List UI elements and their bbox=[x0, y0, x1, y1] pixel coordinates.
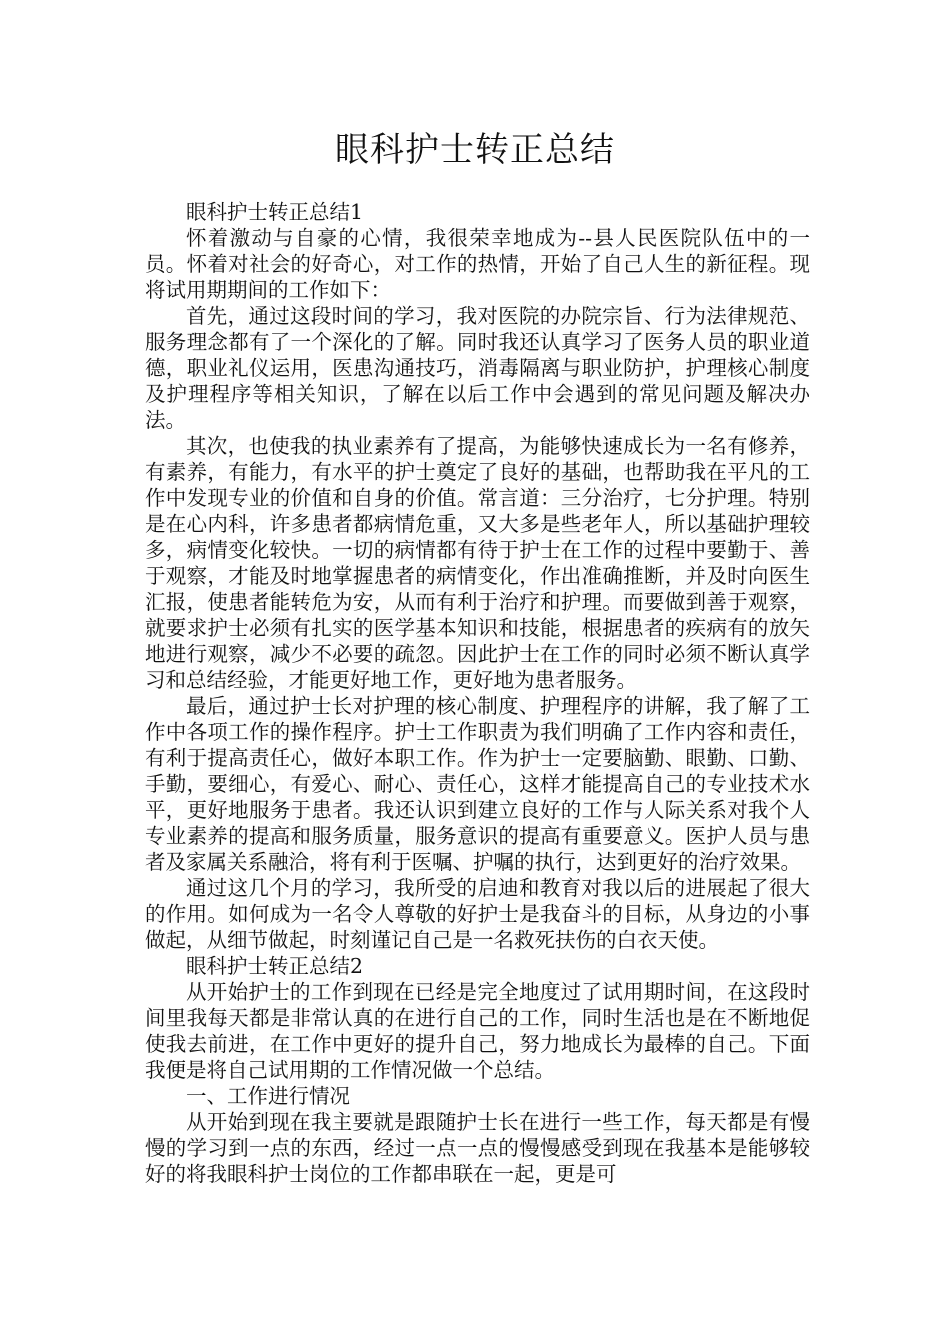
paragraph: 通过这几个月的学习，我所受的启迪和教育对我以后的进展起了很大的作用。如何成为一名令人尊敬的好护士是我奋斗的目标，从身边的小事做起，从细节做起，时刻谨记自己是一名救死扶伤的白衣天使。 bbox=[145, 876, 810, 952]
document-title: 眼科护士转正总结 bbox=[335, 130, 615, 170]
paragraph: 从开始到现在我主要就是跟随护士长在进行一些工作，每天都是有慢慢的学习到一点的东西，经过一点一点的慢慢感受到现在我基本是能够较好的将我眼科护士岗位的工作都串联在一起，更是可 bbox=[145, 1110, 810, 1186]
paragraph: 怀着激动与自豪的心情，我很荣幸地成为--县人民医院队伍中的一员。怀着对社会的好奇心，对工作的热情，开始了自己人生的新征程。现将试用期期间的工作如下： bbox=[145, 226, 810, 302]
section-heading: 眼科护士转正总结2 bbox=[186, 954, 364, 978]
paragraph: 首先，通过这段时间的学习，我对医院的办院宗旨、行为法律规范、服务理念都有了一个深化的了解。同时我还认真学习了医务人员的职业道德，职业礼仪运用，医患沟通技巧，消毒隔离与职业防护，护理核心制度及护理程序等相关知识，了解在以后工作中会遇到的常见问题及解决办法。 bbox=[145, 304, 810, 432]
document-body bbox=[145, 199, 810, 1187]
subsection-heading: 一、工作进行情况 bbox=[186, 1084, 350, 1108]
section-heading: 眼科护士转正总结1 bbox=[186, 200, 364, 224]
paragraph: 其次，也使我的执业素养有了提高，为能够快速成长为一名有修养，有素养，有能力，有水平的护士奠定了良好的基础，也帮助我在平凡的工作中发现专业的价值和自身的价值。常言道：三分治疗，七分护理。特别是在心内科，许多患者都病情危重，又大多是些老年人，所以基础护理较多，病情变化较快。一切的病情都有待于护士在工作的过程中要勤于、善于观察，才能及时地掌握患者的病情变化，作出准确推断，并及时向医生汇报，使患者能转危为安，从而有利于治疗和护理。而要做到善于观察，就要求护士必须有扎实的医学基本知识和技能，根据患者的疾病有的放矢地进行观察，减少不必要的疏忽。因此护士在工作的同时必须不断认真学习和总结经验，才能更好地工作，更好地为患者服务。 bbox=[145, 434, 810, 692]
paragraph: 最后，通过护士长对护理的核心制度、护理程序的讲解，我了解了工作中各项工作的操作程序。护士工作职责为我们明确了工作内容和责任，有利于提高责任心，做好本职工作。作为护士一定要脑勤、眼勤、口勤、手勤，要细心，有爱心、耐心、责任心，这样才能提高自己的专业技术水平，更好地服务于患者。我还认识到建立良好的工作与人际关系对我个人专业素养的提高和服务质量，服务意识的提高有重要意义。医护人员与患者及家属关系融洽，将有利于医嘱、护嘱的执行，达到更好的治疗效果。 bbox=[145, 694, 810, 874]
paragraph: 从开始护士的工作到现在已经是完全地度过了试用期时间，在这段时间里我每天都是非常认真的在进行自己的工作，同时生活也是在不断地促使我去前进，在工作中更好的提升自己，努力地成长为最棒的自己。下面我便是将自己试用期的工作情况做一个总结。 bbox=[145, 980, 810, 1082]
